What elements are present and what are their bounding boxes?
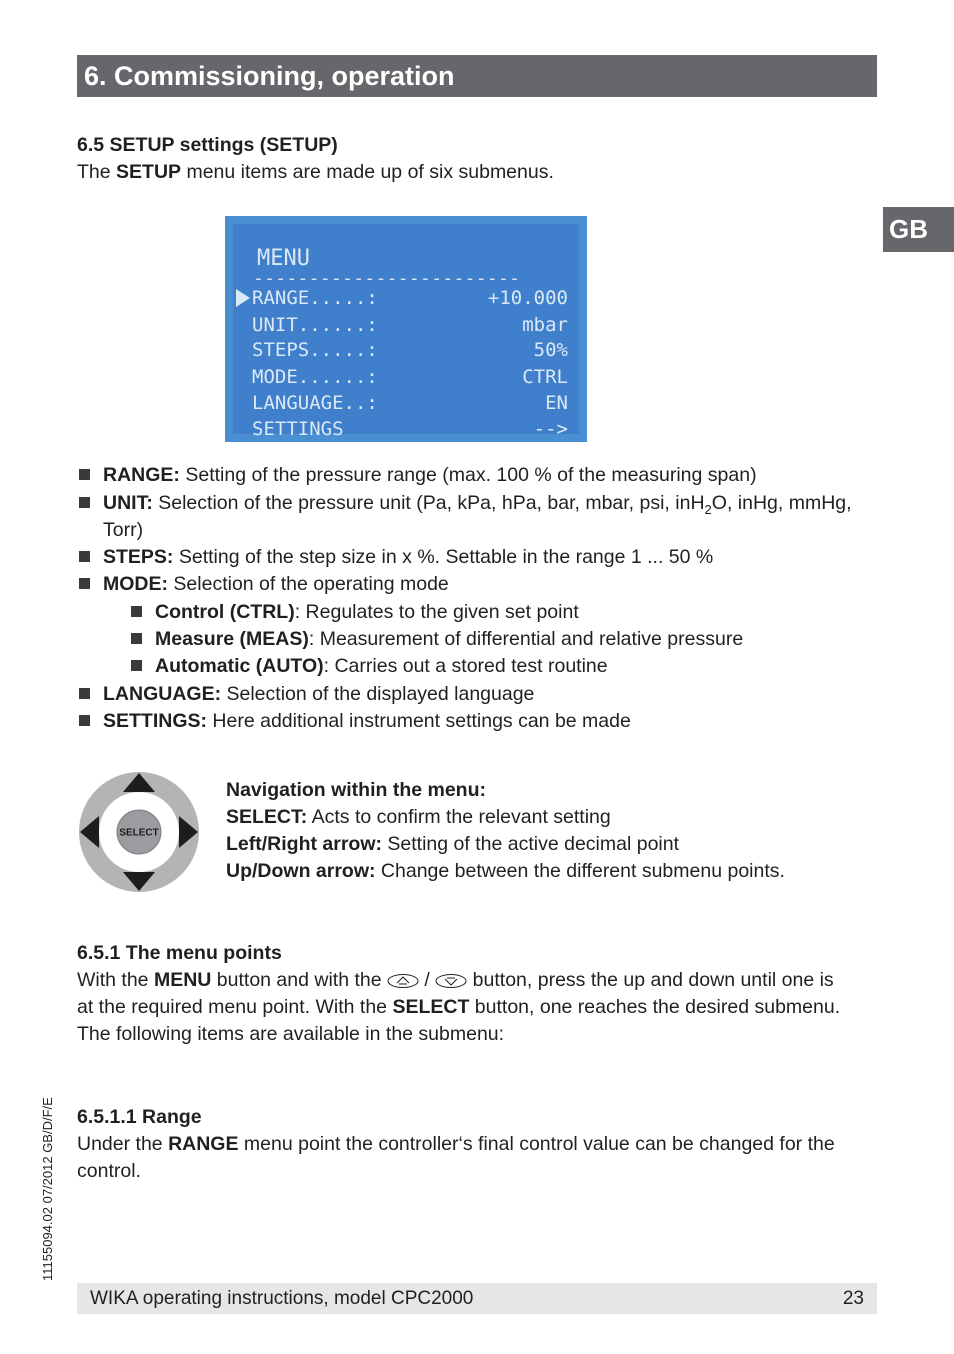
nav-select: SELECT: Acts to confirm the relevant setting xyxy=(226,806,611,828)
up-key-icon xyxy=(387,973,419,989)
heading-6-5-1: 6.5.1 The menu points xyxy=(77,942,282,964)
lcd-row-mode: MODE......: CTRL xyxy=(252,366,568,388)
page-number: 23 xyxy=(842,1288,864,1309)
nav-up-down: Up/Down arrow: Change between the different submenu points. xyxy=(226,860,785,882)
lcd-divider: ------------------------ xyxy=(253,268,521,289)
bullet-steps: STEPS: Setting of the step size in x %. Settable in the range 1 ... 50 % xyxy=(103,546,714,568)
lcd-row-language: LANGUAGE..: EN xyxy=(252,392,568,414)
menu-points-line-2: at the required menu point. With the SELECT button, one reaches the desired submenu. xyxy=(77,996,841,1018)
lcd-screen xyxy=(233,224,579,440)
footer-title: WIKA operating instructions, model CPC2000 xyxy=(90,1288,474,1309)
bullet-mode: MODE: Selection of the operating mode xyxy=(103,573,449,595)
language-tab: GB xyxy=(883,207,954,252)
bullet-square-icon xyxy=(79,578,90,589)
navigation-keypad-icon xyxy=(77,770,201,894)
bullet-mode-ctrl: Control (CTRL): Regulates to the given set point xyxy=(155,601,579,623)
lcd-row-range: RANGE.....: +10.000 xyxy=(252,287,568,309)
bullet-square-icon xyxy=(79,715,90,726)
lcd-row-unit: UNIT......: mbar xyxy=(252,314,568,336)
bullet-square-icon xyxy=(79,551,90,562)
menu-points-line-1: With the MENU button and with the / button, press the up and down until one is xyxy=(77,969,834,991)
lcd-row-settings: SETTINGS --> xyxy=(252,418,568,440)
range-line-2: control. xyxy=(77,1160,141,1182)
heading-6-5: 6.5 SETUP settings (SETUP) xyxy=(77,134,338,156)
bullet-language: LANGUAGE: Selection of the displayed language xyxy=(103,683,535,705)
bullet-square-icon xyxy=(79,469,90,480)
bullet-range: RANGE: Setting of the pressure range (max. 100 % of the measuring span) xyxy=(103,464,757,486)
lcd-row-steps: STEPS.....: 50% xyxy=(252,339,568,361)
page-footer xyxy=(77,1283,877,1314)
nav-left-right: Left/Right arrow: Setting of the active decimal point xyxy=(226,833,680,855)
keypad-select-label: SELECT xyxy=(119,827,159,839)
lcd-display xyxy=(225,216,587,442)
bullet-square-icon xyxy=(131,606,142,617)
nav-heading: Navigation within the menu: xyxy=(226,779,487,801)
intro-text: The SETUP menu items are made up of six submenus. xyxy=(77,161,554,183)
bullet-mode-meas: Measure (MEAS): Measurement of differential and relative pressure xyxy=(155,628,744,650)
bullet-unit-cont: Torr) xyxy=(103,519,144,541)
heading-6-5-1-1: 6.5.1.1 Range xyxy=(77,1106,202,1128)
bullet-unit: UNIT: Selection of the pressure unit (Pa, kPa, hPa, bar, mbar, psi, inH$_2$O, inHg, mmHg, xyxy=(103,492,852,517)
bullet-square-icon xyxy=(131,633,142,644)
document-number: 11155094.02 07/2012 GB/D/F/E xyxy=(40,1097,55,1281)
bullet-settings: SETTINGS: Here additional instrument settings can be made xyxy=(103,710,631,732)
bullet-square-icon xyxy=(79,688,90,699)
bullet-mode-auto: Automatic (AUTO): Carries out a stored test routine xyxy=(155,655,608,677)
menu-points-line-3: The following items are available in the submenu: xyxy=(77,1023,505,1045)
bullet-square-icon xyxy=(79,497,90,508)
section-header: 6. Commissioning, operation xyxy=(77,55,877,97)
bullet-square-icon xyxy=(131,660,142,671)
triangle-right-icon xyxy=(236,288,251,308)
down-key-icon xyxy=(435,973,467,989)
lcd-title: MENU xyxy=(257,246,310,271)
range-line-1: Under the RANGE menu point the controller‘s final control value can be changed for the xyxy=(77,1133,835,1155)
